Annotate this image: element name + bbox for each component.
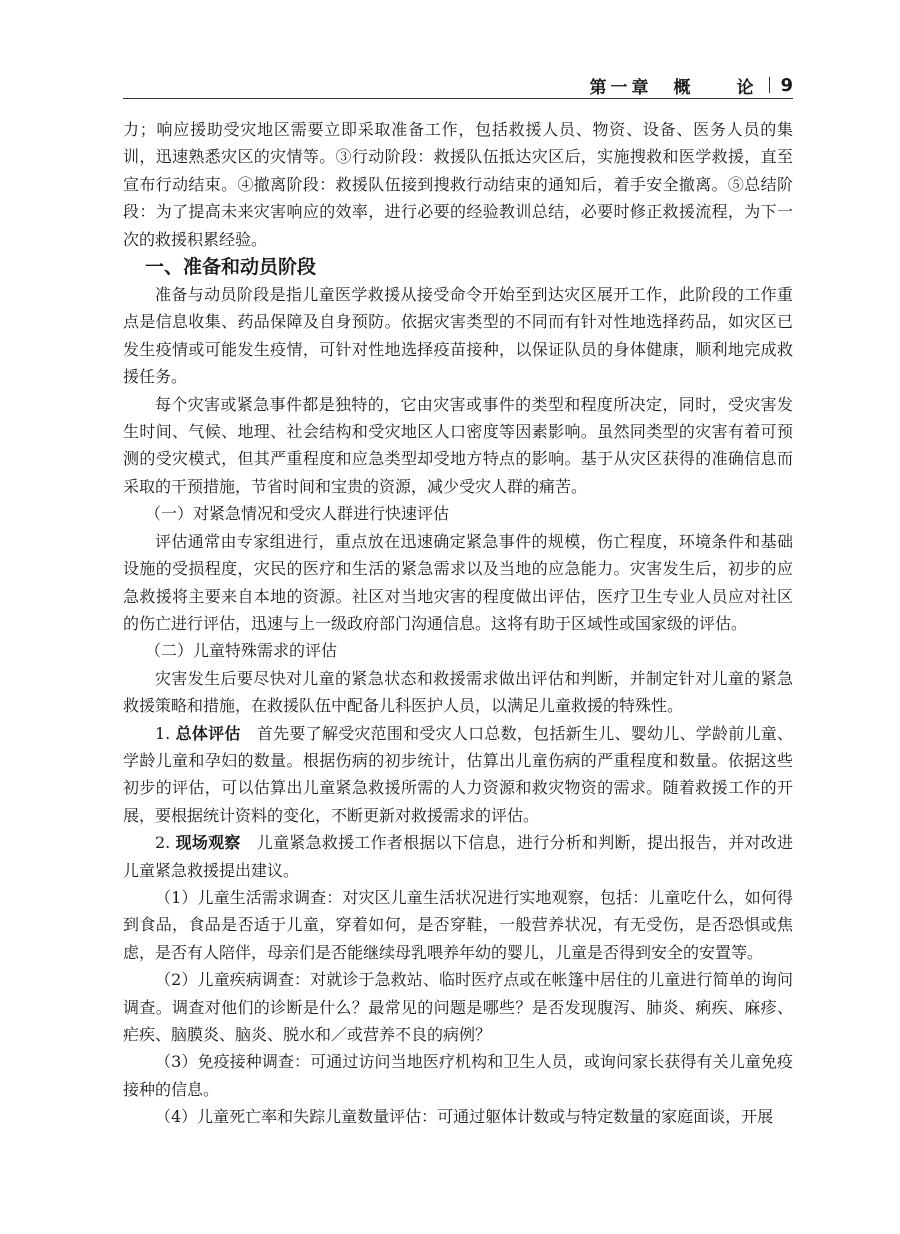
paragraph: 每个灾害或紧急事件都是独特的，它由灾害或事件的类型和程度所决定，同时，受灾害发生时间、气候、地理、社会结构和受灾地区人口密度等因素影响。虽然同类型的灾害有着可预测的受灾模式，但其严重程度和应急类型却受地方特点的影响。基于从灾区获得的准确信息而采取的干预措施，节省时间和宝贵的资源，减少受灾人群的痛苦。 xyxy=(123,394,793,496)
item-lead: 现场观察 xyxy=(175,833,241,853)
page-number: 9 xyxy=(780,74,793,96)
subsection-heading: （一）对紧急情况和受灾人群进行快速评估 xyxy=(145,504,450,524)
section-heading: 一、准备和动员阶段 xyxy=(145,256,317,279)
sub-item: （3）免疫接种调查：可通过访问当地医疗机构和卫生人员，或询问家长获得有关儿童免疫接种的信息。 xyxy=(123,1052,793,1099)
item-number: 1. xyxy=(155,723,176,743)
item-lead: 总体评估 xyxy=(175,723,241,743)
chapter-title: 第一章 概 论 xyxy=(589,77,758,98)
paragraph: 准备与动员阶段是指儿童医学救援从接受命令开始至到达灾区展开工作，此阶段的工作重点是信息收集、药品保障及自身预防。依据灾害类型的不同而有针对性地选择药品，如灾区已发生疫情或可能发生疫情，可针对性地选择疫苗接种，以保证队员的身体健康，顺利地完成救援任务。 xyxy=(123,285,793,387)
sub-item: （1）儿童生活需求调查：对灾区儿童生活状况进行实地观察，包括：儿童吃什么，如何得到食品，食品是否适于儿童，穿着如何，是否穿鞋，一般营养状况，有无受伤，是否恐惧或焦虑，是否有人陪伴，母亲们是否能继续母乳喂养年幼的婴儿，儿童是否得到安全的安置等。 xyxy=(123,887,793,962)
paragraph: 评估通常由专家组进行，重点放在迅速确定紧急事件的规模，伤亡程度，环境条件和基础设施的受损程度，灾民的医疗和生活的紧急需求以及当地的应急能力。灾害发生后，初步的应急救援将主要来自本地的资源。社区对当地灾害的程度做出评估，医疗卫生专业人员应对社区的伤亡进行评估，迅速与上一级政府部门沟通信息。这将有助于区域性或国家级的评估。 xyxy=(123,531,793,633)
page-body xyxy=(123,116,793,1131)
sub-item: （4）儿童死亡率和失踪儿童数量评估：可通过躯体计数或与特定数量的家庭面谈，开展 xyxy=(155,1107,774,1127)
header-divider xyxy=(769,77,770,93)
item-number: 2. xyxy=(155,833,176,853)
running-header xyxy=(123,72,793,99)
numbered-item xyxy=(123,720,793,830)
subsection-heading: （二）儿童特殊需求的评估 xyxy=(145,641,338,661)
sub-item: （2）儿童疾病调查：对就诊于急救站、临时医疗点或在帐篷中居住的儿童进行简单的询问调查。调查对他们的诊断是什么？最常见的问题是哪些？是否发现腹泻、肺炎、痢疾、麻疹、疟疾、脑膜炎、脑炎、脱水和／或营养不良的病例？ xyxy=(123,970,793,1044)
item-text: 首先要了解受灾范围和受灾人口总数，包括新生儿、婴幼儿、学龄前儿童、学龄儿童和孕妇的数量。根据伤病的初步统计，估算出儿童伤病的严重程度和数量。依据这些初步的评估，可以估算出儿童紧急救援所需的人力资源和救灾物资的需求。随着救援工作的开展，要根据统计资料的变化，不断更新对救援需求的评估。 xyxy=(123,723,793,825)
paragraph-intro: 力；响应援助受灾地区需要立即采取准备工作，包括救援人员、物资、设备、医务人员的集训，迅速熟悉灾区的灾情等。③行动阶段：救援队伍抵达灾区后，实施搜救和医学救援，直至宣布行动结束。④撤离阶段：救援队伍接到搜救行动结束的通知后，着手安全撤离。⑤总结阶段：为了提高未来灾害响应的效率，进行必要的经验教训总结，必要时修正救援流程，为下一次的救援积累经验。 xyxy=(123,120,793,249)
paragraph: 灾害发生后要尽快对儿童的紧急状态和救援需求做出评估和判断，并制定针对儿童的紧急救援策略和措施，在救援队伍中配备儿科医护人员，以满足儿童救援的特殊性。 xyxy=(123,668,793,716)
numbered-item xyxy=(123,829,793,884)
item-text: 儿童紧急救援工作者根据以下信息，进行分析和判断，提出报告，并对改进儿童紧急救援提出建议。 xyxy=(123,833,793,880)
